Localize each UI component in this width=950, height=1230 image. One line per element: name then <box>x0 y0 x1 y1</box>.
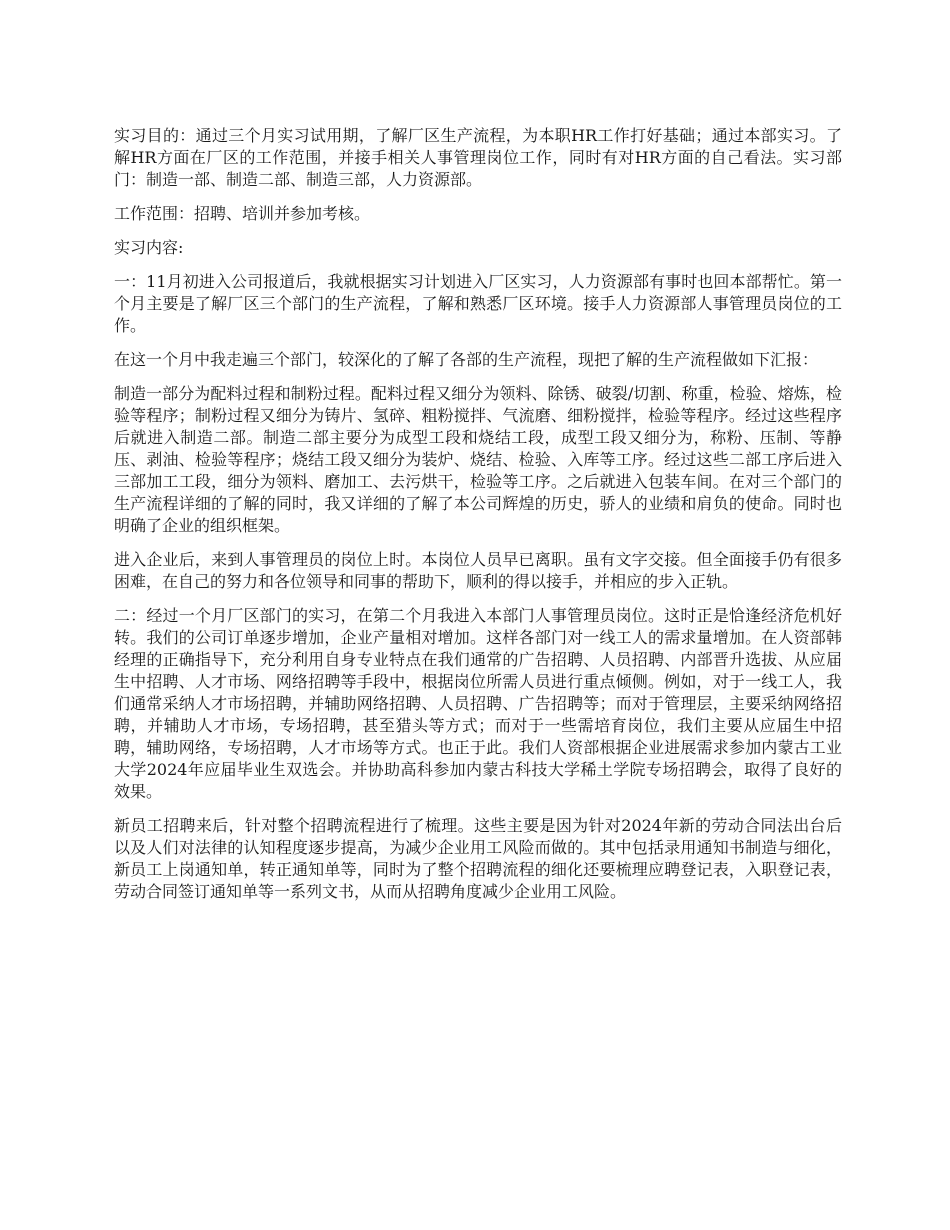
paragraph-purpose: 实习目的：通过三个月实习试用期，了解厂区生产流程，为本职HR工作打好基础；通过本部实习。了解HR方面在厂区的工作范围，并接手相关人事管理岗位工作，同时有对HR方面的自己看法。实习部门：制造一部、制造二部、制造三部，人力资源部。 <box>114 126 842 189</box>
paragraph-month-report: 在这一个月中我走遍三个部门，较深化的了解了各部的生产流程，现把了解的生产流程做如下汇报： <box>114 350 819 369</box>
paragraph-part-one: 一：11月初进入公司报道后，我就根据实习计划进入厂区实习，人力资源部有事时也回本部帮忙。第一个月主要是了解厂区三个部门的生产流程，了解和熟悉厂区环境。接手人力资源部人事管理员岗位的工作。 <box>114 272 842 335</box>
paragraph-content-heading: 实习内容: <box>114 238 184 257</box>
paragraph-recruitment-process: 新员工招聘来后，针对整个招聘流程进行了梳理。这些主要是因为针对2024年新的劳动合同法出台后以及人们对法律的认知程度逐步提高，为减少企业用工风险而做的。其中包括录用通知书制造与细化，新员工上岗通知单，转正通知单等，同时为了整个招聘流程的细化还要梳理应聘登记表，入职登记表，劳动合同签订通知单等一系列文书，从而从招聘角度减少企业用工风险。 <box>114 816 842 901</box>
paragraph-scope: 工作范围：招聘、培训并参加考核。 <box>114 204 371 223</box>
paragraph-part-two: 二：经过一个月厂区部门的实习，在第二个月我进入本部门人事管理员岗位。这时正是恰逢经济危机好转。我们的公司订单逐步增加，企业产量相对增加。这样各部门对一线工人的需求量增加。在人资部韩经理的正确指导下，充分利用自身专业特点在我们通常的广告招聘、人员招聘、内部晋升选拔、从应届生中招聘、人才市场、网络招聘等手段中，根据岗位所需人员进行重点倾侧。例如，对于一线工人，我们通常采纳人才市场招聘，并辅助网络招聘、人员招聘、广告招聘等；而对于管理层，主要采纳网络招聘，并辅助人才市场，专场招聘，甚至猎头等方式；而对于一些需培育岗位，我们主要从应届生中招聘，辅助网络，专场招聘，人才市场等方式。也正于此。我们人资部根据企业进展需求参加内蒙古工业大学2024年应届毕业生双选会。并协助高科参加内蒙古科技大学稀土学院专场招聘会，取得了良好的效果。 <box>114 606 842 801</box>
document-body <box>114 125 842 915</box>
paragraph-production-flow: 制造一部分为配料过程和制粉过程。配料过程又细分为领料、除锈、破裂/切割、称重，检验、熔炼，检验等程序；制粉过程又细分为铸片、氢碎、粗粉搅拌、气流磨、细粉搅拌，检验等程序。经过这些程序后就进入制造二部。制造二部主要分为成型工段和烧结工段，成型工段又细分为，称粉、压制、等静压、剥油、检验等程序；烧结工段又细分为装炉、烧结、检验、入库等工序。经过这些二部工序后进入三部加工工段，细分为领料、磨加工、去污烘干，检验等工序。之后就进入包装车间。在对三个部门的生产流程详细的了解的同时，我又详细的了解了本公司辉煌的历史，骄人的业绩和肩负的使命。同时也明确了企业的组织框架。 <box>114 384 842 535</box>
paragraph-takeover: 进入企业后，来到人事管理员的岗位上时。本岗位人员早已离职。虽有文字交接。但全面接手仍有很多困难，在自己的努力和各位领导和同事的帮助下，顺利的得以接手，并相应的步入正轨。 <box>114 550 842 591</box>
